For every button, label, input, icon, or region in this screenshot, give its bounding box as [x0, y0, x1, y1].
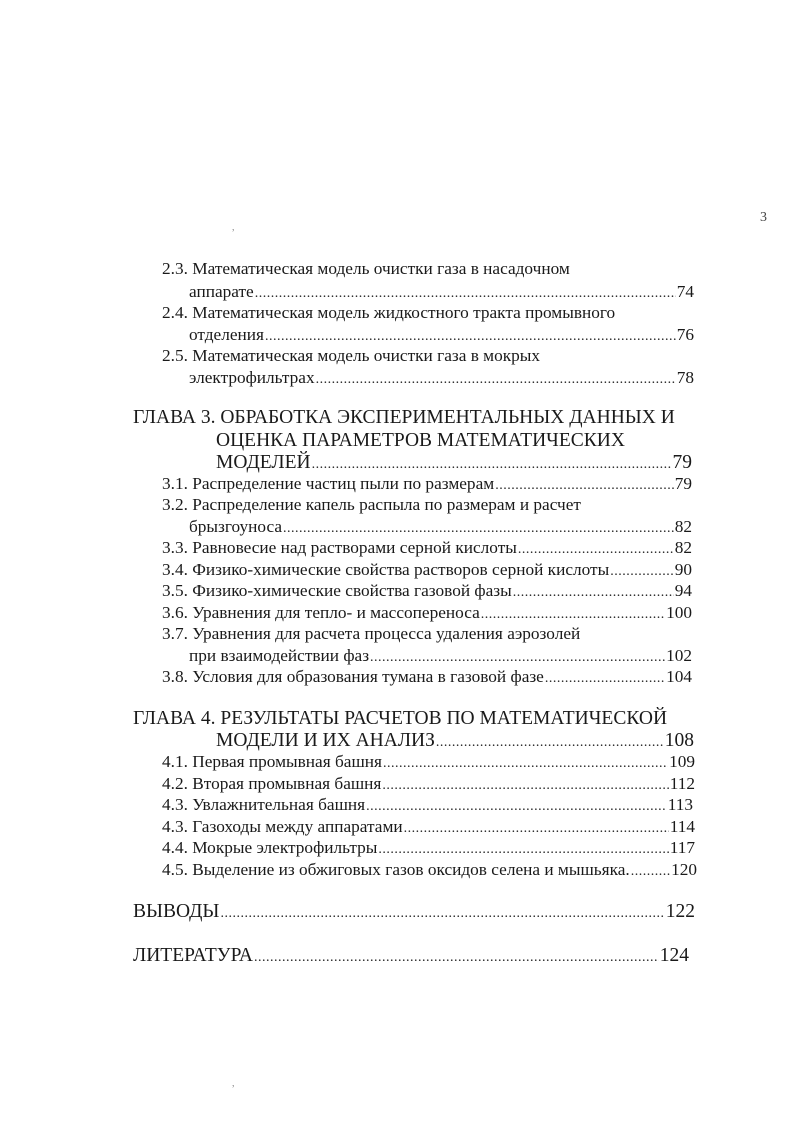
toc-entry[interactable]: отделения ..... 76 [189, 324, 694, 348]
toc-entry[interactable]: 3.4. Физико-химические свойства растворов серной кислоты ..... 90 [162, 559, 692, 583]
toc-entry[interactable]: ЛИТЕРАТУРА ..... 124 [133, 944, 689, 970]
toc-entry-line: 2.4. Математическая модель жидкостного тракта промывного [162, 303, 616, 322]
toc-entry[interactable]: МОДЕЛЕЙ ..... 79 [216, 451, 692, 477]
toc-entry[interactable]: МОДЕЛИ И ИХ АНАЛИЗ ..... 108 [216, 729, 694, 755]
chapter-heading: ГЛАВА 3. ОБРАБОТКА ЭКСПЕРИМЕНТАЛЬНЫХ ДАННЫХ И [133, 407, 675, 428]
toc-entry[interactable]: при взаимодействии фаз ..... 102 [189, 645, 692, 669]
toc-entry[interactable]: брызгоуноса ..... 82 [189, 516, 692, 540]
chapter-heading: ОЦЕНКА ПАРАМЕТРОВ МАТЕМАТИЧЕСКИХ [216, 430, 625, 451]
toc-entry[interactable]: 4.3. Газоходы между аппаратами ..... 114 [162, 816, 695, 840]
toc-entry[interactable]: ВЫВОДЫ ..... 122 [133, 900, 695, 926]
toc-entry[interactable]: 3.5. Физико-химические свойства газовой фазы ..... 94 [162, 580, 692, 604]
toc-entry-line: 2.3. Математическая модель очистки газа в насадочном [162, 259, 570, 278]
page-number: 3 [760, 210, 767, 225]
toc-entry[interactable]: аппарате ..... 74 [189, 281, 694, 305]
toc-entry-line: 3.7. Уравнения для расчета процесса удаления аэрозолей [162, 624, 581, 643]
chapter-heading: ГЛАВА 4. РЕЗУЛЬТАТЫ РАСЧЕТОВ ПО МАТЕМАТИЧЕСКОЙ [133, 708, 668, 729]
scan-speck: , [232, 1078, 235, 1089]
toc-entry[interactable]: 4.3. Увлажнительная башня ..... 113 [162, 794, 693, 818]
toc-entry[interactable]: 3.1. Распределение частиц пыли по размерам ..... 79 [162, 473, 692, 497]
toc-entry[interactable]: электрофильтрах ..... 78 [189, 367, 694, 391]
toc-entry[interactable]: 3.3. Равновесие над растворами серной кислоты ..... 82 [162, 537, 692, 561]
toc-entry-line: 3.2. Распределение капель распыла по размерам и расчет [162, 495, 581, 514]
toc-entry[interactable]: 3.8. Условия для образования тумана в газовой фазе ..... 104 [162, 666, 692, 690]
toc-entry[interactable]: 4.5. Выделение из обжиговых газов оксидов селена и мышьяка. ..... 120 [162, 859, 697, 883]
toc-entry[interactable]: 4.4. Мокрые электрофильтры ..... 117 [162, 837, 695, 861]
toc-entry-line: 2.5. Математическая модель очистки газа в мокрых [162, 346, 541, 365]
toc-entry[interactable]: 4.2. Вторая промывная башня ..... 112 [162, 773, 695, 797]
toc-entry[interactable]: 4.1. Первая промывная башня ..... 109 [162, 751, 695, 775]
scan-speck: , [232, 222, 235, 233]
toc-entry[interactable]: 3.6. Уравнения для тепло- и массопереноса ..... 100 [162, 602, 692, 626]
